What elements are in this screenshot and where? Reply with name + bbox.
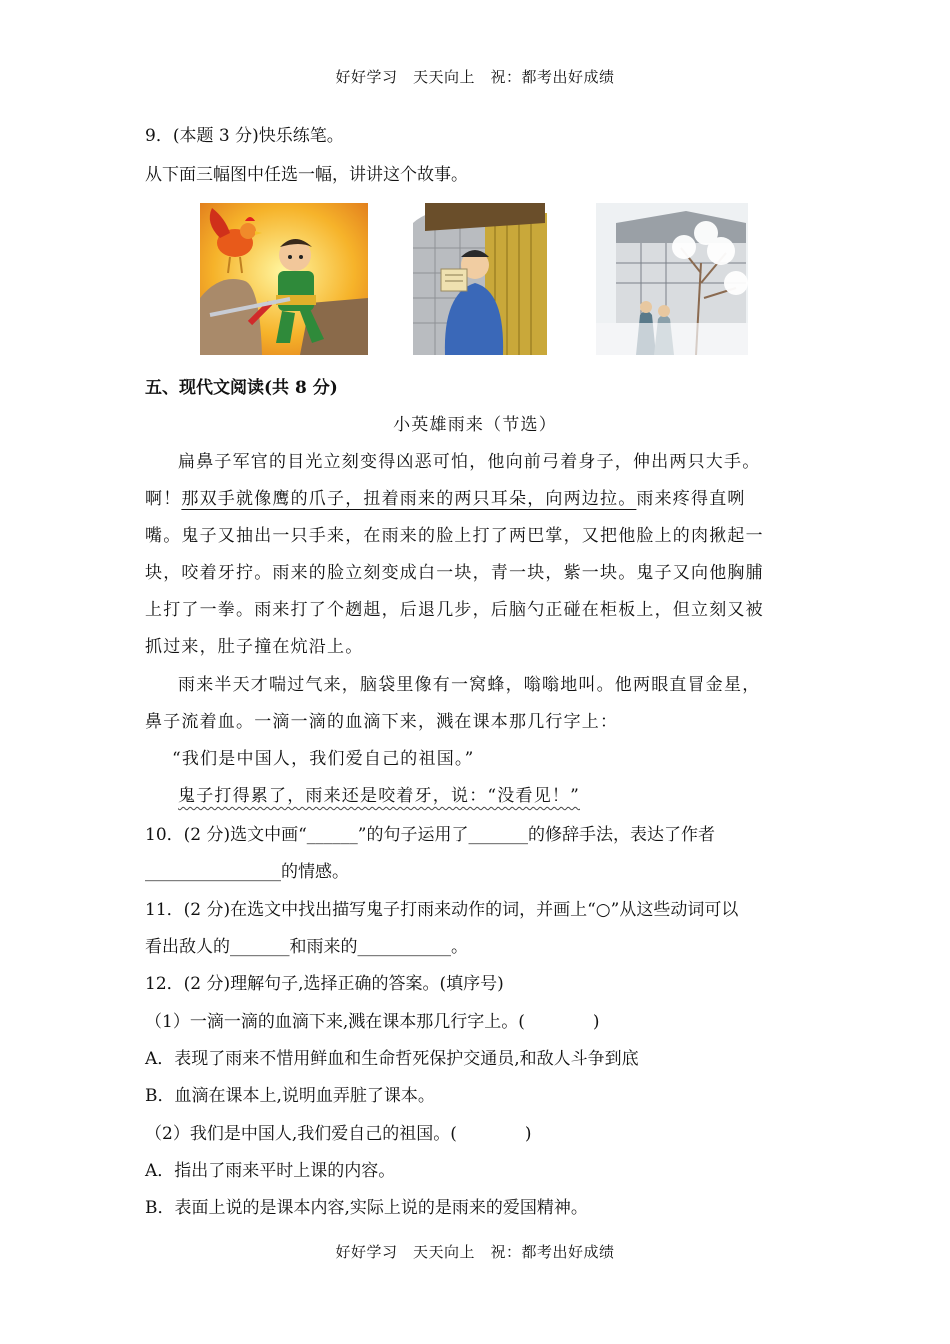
question-12-part2-option-b: B．表面上说的是课本内容,实际上说的是雨来的爱国精神。 [145, 1198, 588, 1218]
question-12-part2-option-a: A．指出了雨来平时上课的内容。 [145, 1161, 396, 1181]
story-illustration-snow [596, 203, 748, 355]
question-10-line2: ________________的情感。 [145, 862, 349, 882]
question-12-part2: （2）我们是中国人,我们爱自己的祖国。( ) [145, 1124, 532, 1144]
question-9-instruction: 从下面三幅图中任选一幅，讲讲这个故事。 [145, 165, 468, 185]
passage-p1-line2 [145, 484, 805, 509]
underlined-sentence: 那双手就像鹰的爪子，扭着雨来的两只耳朵，向两边拉。 [181, 489, 637, 509]
passage-p1-line3: 嘴。鬼子又抽出一只手来，在雨来的脸上打了两巴掌，又把他脸上的肉揪起一 [145, 526, 764, 546]
passage-p1-line1: 扁鼻子军官的目光立刻变得凶恶可怕，他向前弓着身子，伸出两只大手。 [178, 452, 761, 472]
story-illustration-reading [405, 203, 551, 355]
question-12-part1-option-b: B．血滴在课本上,说明血弄脏了课本。 [145, 1086, 435, 1106]
question-10-line1: 10．(2 分)选文中画“______”的句子运用了_______的修辞手法，表达了作者 [145, 825, 715, 845]
passage-p1-line2-start: 啊！ [145, 489, 182, 509]
passage-p2-line2: 鼻子流着血。一滴一滴的血滴下来，溅在课本那几行字上： [145, 712, 619, 732]
passage-p3: “我们是中国人，我们爱自己的祖国。” [172, 749, 475, 769]
passage-p1-line4: 块，咬着牙拧。雨来的脸立刻变成白一块，青一块，紫一块。鬼子又向他胸脯 [145, 563, 764, 583]
question-9-title: 9．(本题 3 分)快乐练笔。 [145, 126, 344, 146]
question-12-part1: （1）一滴一滴的血滴下来,溅在课本那几行字上。( ) [145, 1012, 600, 1032]
page-header: 好好学习 天天向上 祝：都考出好成绩 [335, 68, 615, 86]
passage-p4 [178, 781, 838, 806]
passage-p1-line2-end: 雨来疼得直咧 [636, 489, 746, 509]
question-11-line2: 看出敌人的_______和雨来的___________。 [145, 937, 468, 957]
story-illustration-rooster [200, 203, 368, 355]
question-12-part1-option-a: A．表现了雨来不惜用鲜血和生命哲死保护交通员,和敌人斗争到底 [145, 1049, 639, 1069]
passage-p2-line1: 雨来半天才喘过气来，脑袋里像有一窝蜂，嗡嗡地叫。他两眼直冒金星， [178, 675, 761, 695]
passage-p1-line6: 抓过来，肚子撞在炕沿上。 [145, 637, 364, 657]
question-11-line1: 11．(2 分)在选文中找出描写鬼子打雨来动作的词，并画上“○”从这些动词可以 [145, 900, 739, 920]
wavy-underlined-sentence: 鬼子打得累了，雨来还是咬着牙，说：“没看见！” [178, 786, 580, 806]
passage-title: 小英雄雨来（节选） [393, 415, 557, 435]
page-footer: 好好学习 天天向上 祝：都考出好成绩 [335, 1243, 615, 1261]
passage-p1-line5: 上打了一拳。雨来打了个趔趄，后退几步，后脑勺正碰在柜板上，但立刻又被 [145, 600, 764, 620]
question-12: 12．(2 分)理解句子,选择正确的答案。(填序号) [145, 974, 504, 994]
section-5-heading: 五、现代文阅读(共 8 分) [145, 378, 338, 398]
